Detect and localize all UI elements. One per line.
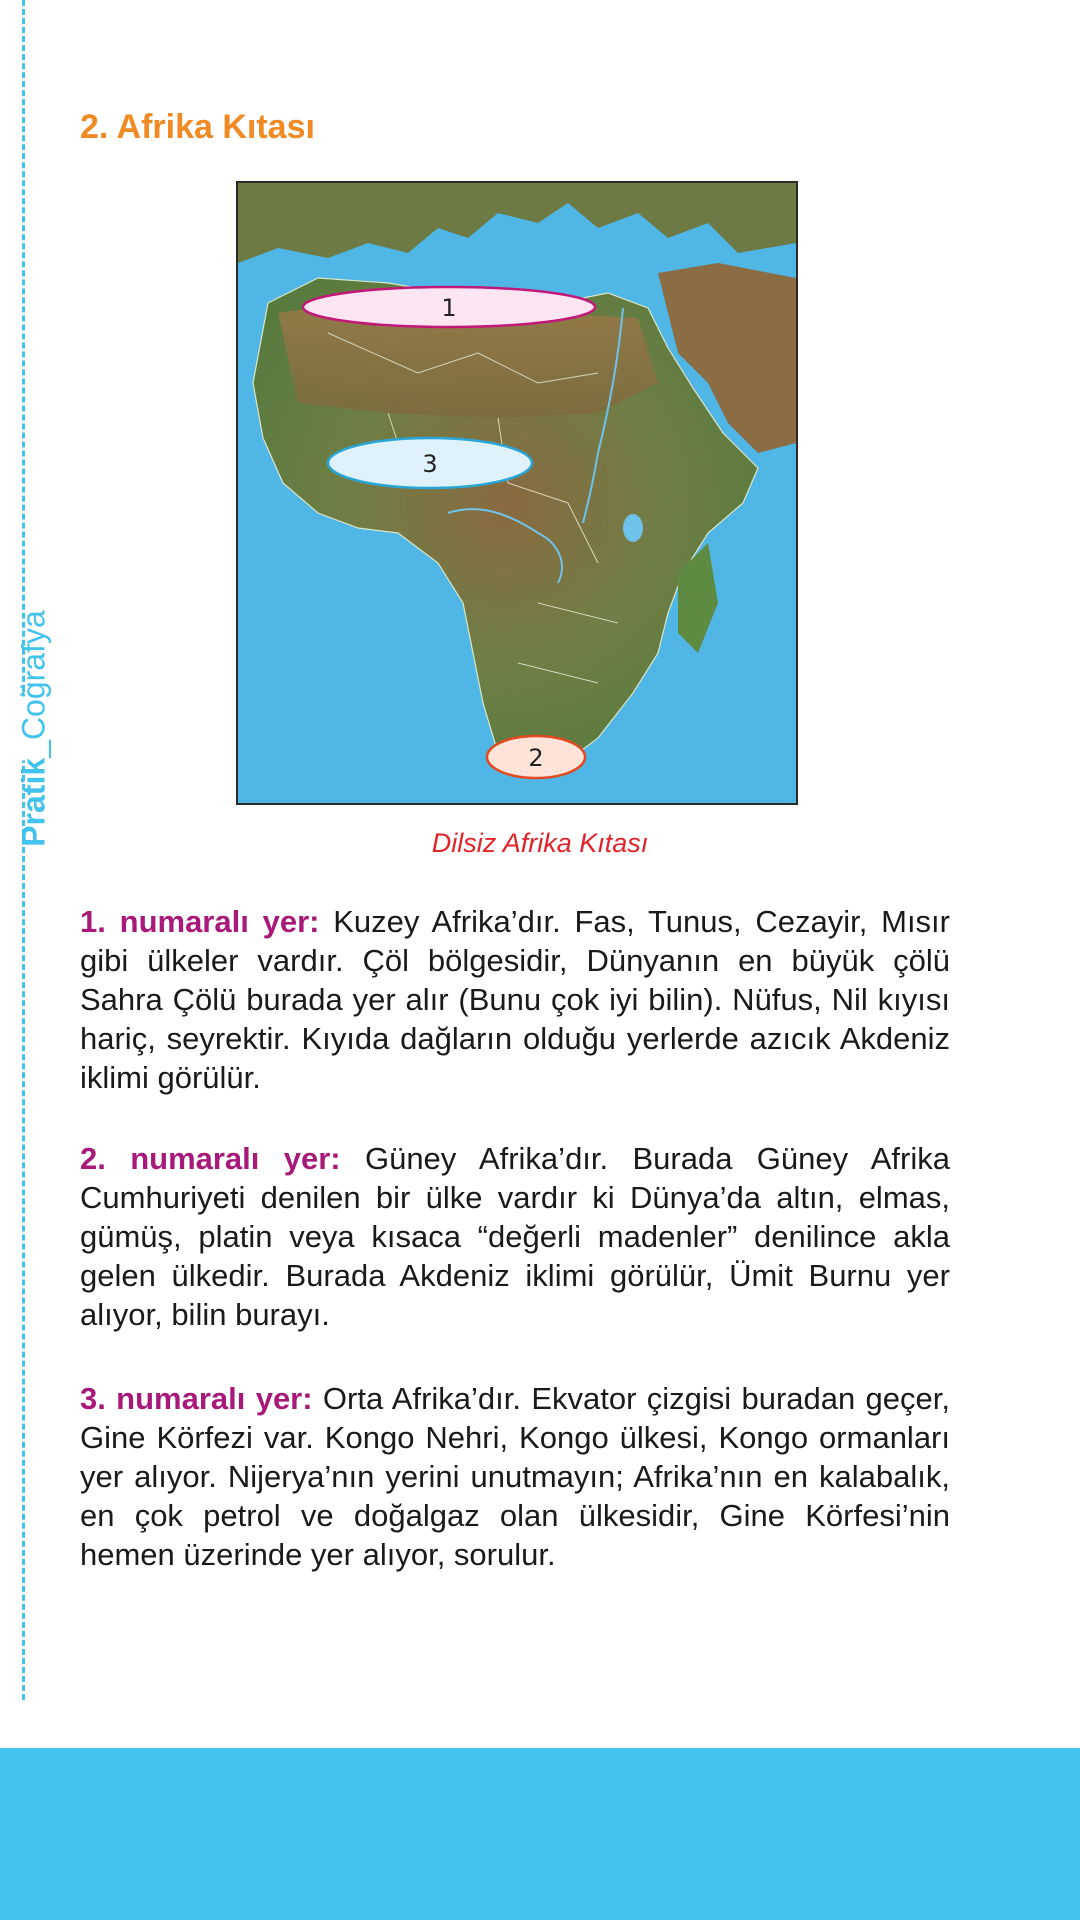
africa-map [236,181,798,805]
marker-1-label: 1 [441,294,457,322]
paragraph-2-text: Güney Afrika’dır. Burada Güney Afrika Cumhuriyeti denilen bir ülke vardır ki Dünya’da altın, elmas, gümüş, platin veya kısaca “değerli madenler” denilince akla gelen ülkedir. Burada Akdeniz iklimi görülür, Ümit Burnu yer alıyor, bilin burayı. [80,1141,950,1332]
side-title-rest: _Coğrafya [15,610,52,758]
paragraph-2 [80,1139,950,1334]
side-title-bold: Pratik [15,757,52,847]
side-running-title [15,610,53,847]
paragraph-1-lead: 1. numaralı yer: [80,904,320,939]
paragraph-1-text: Kuzey Afrika’dır. Fas, Tunus, Cezayir, Mısır gibi ülkeler vardır. Çöl bölgesidir, Dünyanın en büyük çölü Sahra Çölü burada yer alır (Bunu çok iyi bilin). Nüfus, Nil kıyısı hariç, seyrektir. Kıyıda dağların olduğu yerlerde azıcık Akdeniz iklimi görülür. [80,904,950,1095]
marker-2-label: 2 [528,744,544,772]
paragraph-3-lead: 3. numaralı yer: [80,1381,313,1416]
paragraph-3-text: Orta Afrika’dır. Ekvator çizgisi buradan geçer, Gine Körfezi var. Kongo Nehri, Kongo ülkesi, Kongo ormanları yer alıyor. Nijerya’nın yerini unutmayın; Afrika’nın en kalabalık, en çok petrol ve doğalgaz olan ülkesidir, Gine Körfesi’nin hemen üzerinde yer alıyor, sorulur. [80,1381,950,1572]
bottom-color-band [0,1748,1080,1920]
map-caption: Dilsiz Afrika Kıtası [431,828,649,858]
paragraph-3 [80,1379,950,1574]
paragraph-1 [80,902,950,1097]
section-title: 2. Afrika Kıtası [80,108,315,146]
lake-victoria [623,514,643,542]
paragraph-2-lead: 2. numaralı yer: [80,1141,341,1176]
marker-3-label: 3 [422,450,438,478]
